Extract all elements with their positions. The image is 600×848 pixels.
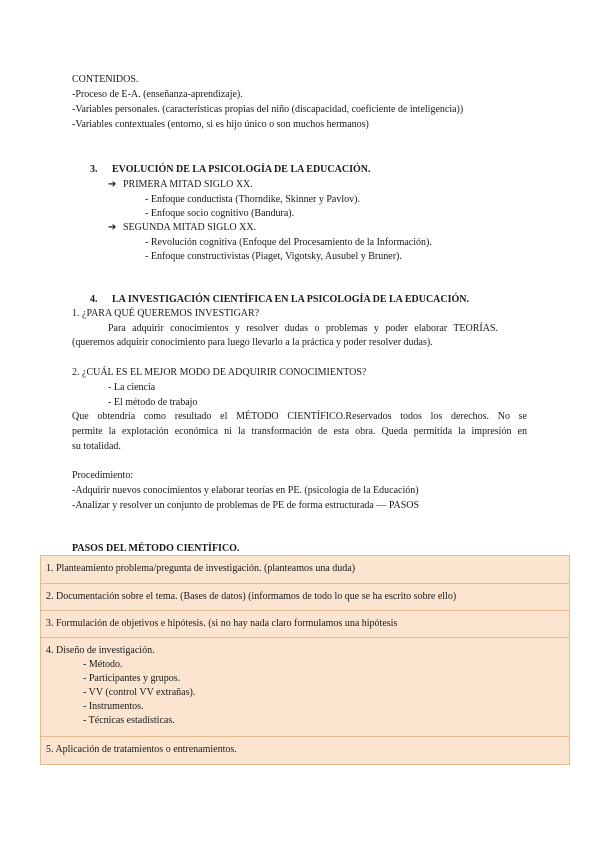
pasos-heading: PASOS DEL MÉTODO CIENTÍFICO. [72,543,240,554]
contenidos-item: -Proceso de E-A. (enseñanza-aprendizaje). [72,89,243,100]
section3-title: EVOLUCIÓN DE LA PSICOLOGÍA DE LA EDUCACIÓN. [112,164,371,175]
pasos-step-1: 1. Planteamiento problema/pregunta de investigación. (planteamos una duda) [41,556,569,584]
contenidos-heading: CONTENIDOS. [72,74,139,85]
segunda-item: - Enfoque constructivistas (Piaget, Vigotsky, Ausubel y Bruner). [145,251,402,262]
arrow-icon: ➔ [108,179,117,190]
question-2: 2. ¿CUÁL ES EL MEJOR MODO DE ADQUIRIR CONOCIMIENTOS? [72,367,367,378]
segunda-mitad-heading: SEGUNDA MITAD SIGLO XX. [123,222,257,233]
pasos-step-4-item: - Técnicas estadísticas. [83,715,175,726]
pasos-step-4-item: - VV (control VV extrañas). [83,687,196,698]
question-2-item: - La ciencia [108,382,156,393]
pasos-step-4-title: 4. Diseño de investigación. [46,645,155,656]
pasos-step-5: 5. Aplicación de tratamientos o entrenamientos. [41,737,569,764]
pasos-step-4-item: - Participantes y grupos. [83,673,181,684]
section4-number: 4. [90,294,98,305]
procedimiento-heading: Procedimiento: [72,470,134,481]
segunda-item: - Revolución cognitiva (Enfoque del Procesamiento de la Información). [145,237,432,248]
arrow-icon: ➔ [108,222,117,233]
contenidos-item: -Variables contextuales (entorno, si es hijo único o son muchos hermanos) [72,119,369,130]
procedimiento-item: -Analizar y resolver un conjunto de problemas de PE de forma estructurada — PASOS [72,500,420,511]
question-1: 1. ¿PARA QUÉ QUEREMOS INVESTIGAR? [72,308,260,319]
section4-title: LA INVESTIGACIÓN CIENTÍFICA EN LA PSICOLOGÍA DE LA EDUCACIÓN. [112,294,470,305]
pasos-step-4-item: - Instrumentos. [83,701,144,712]
pasos-step-4-item: - Método. [83,659,123,670]
procedimiento-item: -Adquirir nuevos conocimientos y elaborar teorías en PE. (psicología de la Educación) [72,485,419,496]
pasos-step-2: 2. Documentación sobre el tema. (Bases de datos) (informamos de todo lo que se ha escrito sobre ello) [41,584,569,611]
primera-mitad-heading: PRIMERA MITAD SIGLO XX. [123,179,253,190]
question-2-item: - El método de trabajo [108,397,198,408]
question-2-paragraph: su totalidad. [72,441,121,452]
pasos-table [40,555,570,765]
question-2-paragraph: Que obtendría como resultado el MÉTODO CIENTÍFICO.Reservados todos los derechos. No se [72,411,527,422]
question-1-paragraph-cont: (queremos adquirir conocimiento para luego llevarlo a la práctica y poder resolver dudas). [72,337,433,348]
primera-item: - Enfoque socio cognitivo (Bandura). [145,208,295,219]
section3-number: 3. [90,164,98,175]
pasos-step-4 [41,638,569,737]
primera-item: - Enfoque conductista (Thorndike, Skinner y Pavlov). [145,194,360,205]
question-2-paragraph: permite la explotación económica ni la transformación de esta obra. Queda permitida la impresión en [72,426,527,437]
question-1-paragraph: Para adquirir conocimientos y resolver dudas o problemas y poder elaborar TEORÍAS. [108,323,498,334]
pasos-step-3: 3. Formulación de objetivos e hipótesis. (si no hay nada claro formulamos una hipótesis [41,611,569,638]
contenidos-item: -Variables personales. (características propias del niño (discapacidad, coeficiente de inteligencia)) [72,104,464,115]
